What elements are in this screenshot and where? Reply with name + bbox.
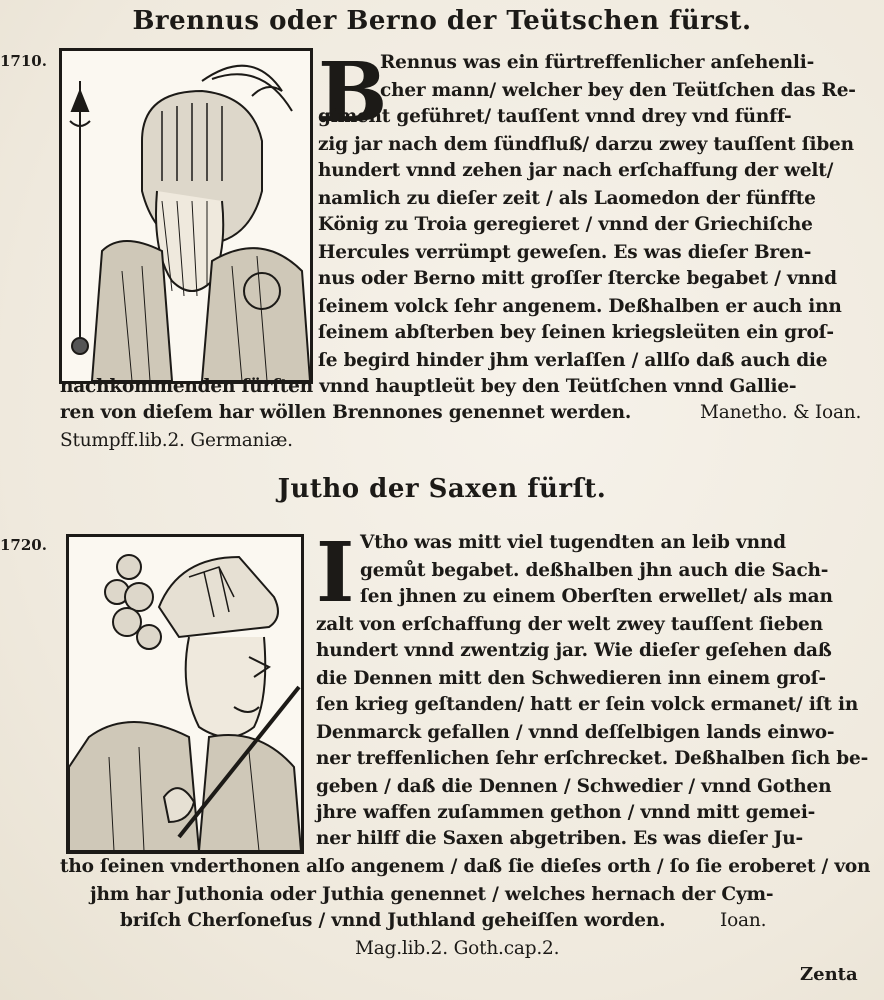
source-citation: Manetho. & Ioan. xyxy=(700,402,862,423)
text-line: nachkommenden fürſten vnnd hauptleüt bey den Teütſchen vnnd Gallie- xyxy=(60,376,797,397)
margin-year-1720: 1720. xyxy=(0,536,47,554)
text-line: namlich zu dieſer zeit / als Laomedon der fünffte xyxy=(318,188,816,209)
text-line: nus oder Berno mitt groſſer ſtercke begabet / vnnd xyxy=(318,268,837,289)
text-line: Denmarck gefallen / vnnd deſſelbigen lands einwo- xyxy=(316,722,835,743)
source-citation: Ioan. xyxy=(720,910,767,931)
source-citation: Mag.lib.2. Goth.cap.2. xyxy=(355,938,560,959)
text-line: ner hilff die Saxen abgetriben. Es was dieſer Ju- xyxy=(316,828,803,849)
text-line: gemůt begabet. deßhalben jhn auch die Sach- xyxy=(360,560,829,581)
text-line: geben / daß die Dennen / Schwedier / vnnd Gothen xyxy=(316,776,832,797)
text-line: ſeinem volck ſehr angenem. Deßhalben er auch inn xyxy=(318,296,842,317)
catchword: Zenta xyxy=(800,964,858,985)
brennus-woodcut-portrait xyxy=(59,48,313,384)
text-line: tho ſeinen vnderthonen alſo angenem / daß ſie dieſes orth / ſo ſie eroberet / von xyxy=(60,856,871,877)
text-line: hundert vnnd zehen jar nach erſchaffung der welt/ xyxy=(318,160,834,181)
drop-cap-b: B xyxy=(318,45,388,141)
text-line: Vtho was mitt viel tugendten an leib vnnd xyxy=(360,532,786,553)
jutho-woodcut-portrait xyxy=(66,534,304,854)
text-line: jhre waffen zuſammen gethon / vnnd mitt gemei- xyxy=(316,802,816,823)
text-line: hundert vnnd zwentzig jar. Wie dieſer geſehen daß xyxy=(316,640,832,661)
text-line: ner treffenlichen ſehr erſchrecket. Deßhalben ſich be- xyxy=(316,748,869,769)
text-line: briſch Cherſoneſus / vnnd Juthland geheiſſen worden. xyxy=(120,910,666,931)
text-line: ſeinem abſterben bey ſeinen kriegsleüten ein groſ- xyxy=(318,322,834,343)
drop-cap-i: I xyxy=(316,525,355,621)
margin-year-1710: 1710. xyxy=(0,52,47,70)
text-line: die Dennen mitt den Schwedieren inn einem groſ- xyxy=(316,668,826,689)
heading-jutho: Jutho der Saxen fürſt. xyxy=(277,474,607,504)
text-line: ſen krieg geſtanden/ hatt er ſein volck ermanet/ iſt in xyxy=(316,694,859,715)
text-line: Hercules verrümpt geweſen. Es was dieſer Bren- xyxy=(318,242,812,263)
heading-brennus: Brennus oder Berno der Teütschen fürst. xyxy=(132,6,752,36)
text-line: Rennus was ein fürtreffenlicher anſehenli- xyxy=(380,52,815,73)
source-citation: Stumpff.lib.2. Germaniæ. xyxy=(60,430,293,451)
text-line: ren von dieſem har wöllen Brennones genennet werden. xyxy=(60,402,632,423)
text-line: zig jar nach dem ſündfluß/ darzu zwey tauſſent ſiben xyxy=(318,134,854,155)
text-line: giment geführet/ tauſſent vnnd drey vnd fünff- xyxy=(318,106,792,127)
text-line: König zu Troia geregieret / vnnd der Griechiſche xyxy=(318,214,813,235)
text-line: zalt von erſchaffung der welt zwey tauſſent ſieben xyxy=(316,614,823,635)
text-line: ſe begird hinder jhm verlaſſen / allſo daß auch die xyxy=(318,350,828,371)
text-line: cher mann/ welcher bey den Teütſchen das Re- xyxy=(380,80,856,101)
text-line: ſen jhnen zu einem Oberſten erwellet/ als man xyxy=(360,586,833,607)
text-line: jhm har Juthonia oder Juthia genennet / welches hernach der Cym- xyxy=(90,884,774,905)
